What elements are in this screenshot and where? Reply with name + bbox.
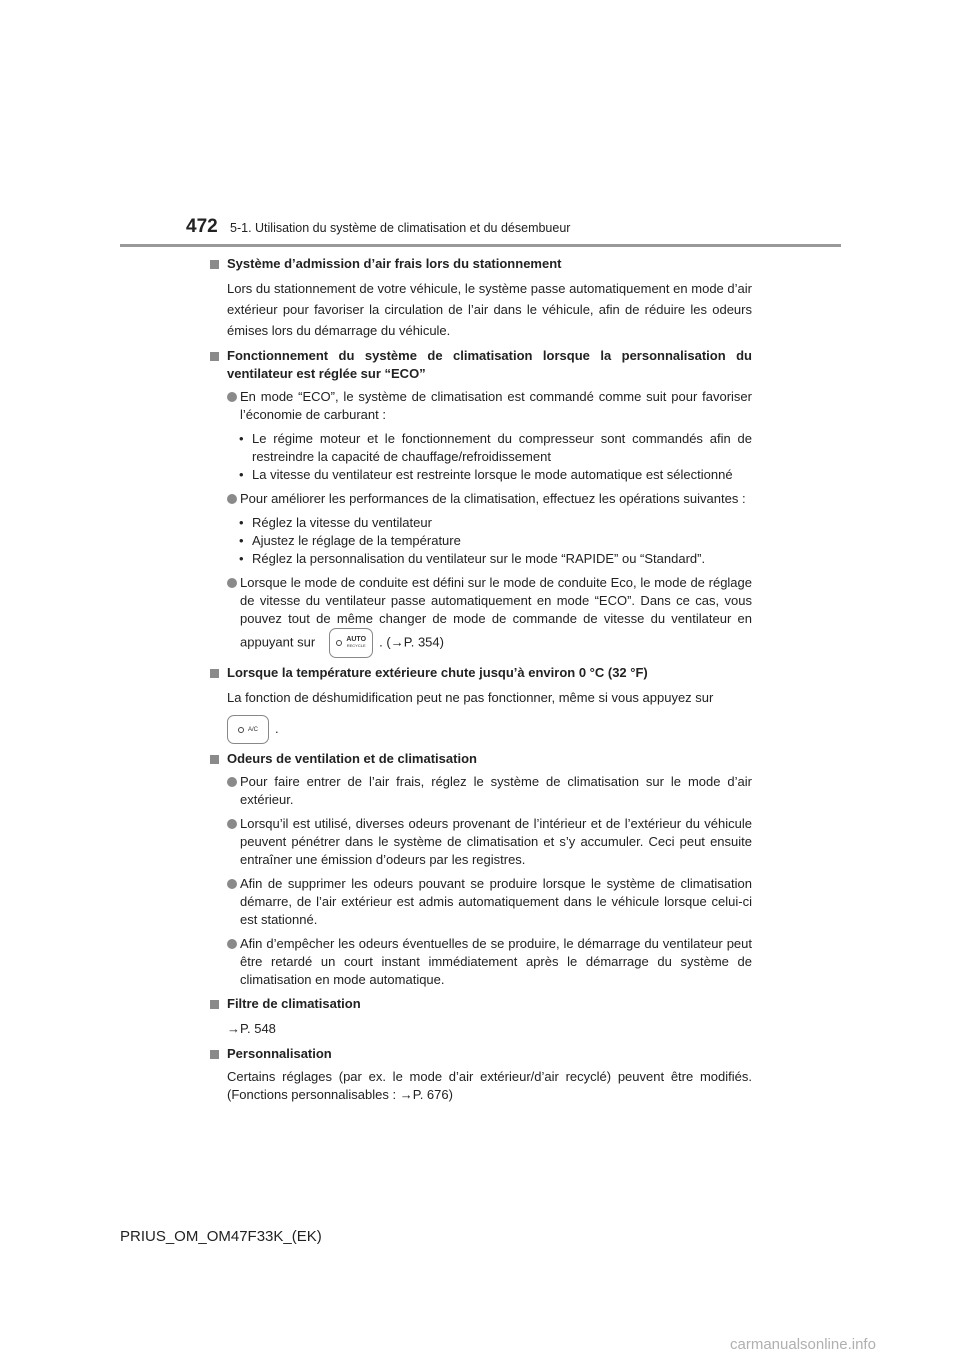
indicator-light-icon <box>336 640 342 646</box>
circle-bullet-icon <box>227 777 237 787</box>
header-rule <box>120 244 841 247</box>
auto-button-label: AUTO <box>346 636 367 643</box>
list-item <box>227 574 752 658</box>
section-title: 5-1. Utilisation du système de climatisation et du désembueur <box>230 221 571 235</box>
ac-button-icon <box>227 715 269 744</box>
section-heading: Filtre de climatisation <box>227 996 361 1012</box>
sub-list <box>227 430 752 484</box>
watermark: carmanualsonline.info <box>730 1336 876 1353</box>
list-item-text: En mode “ECO”, le système de climatisation est commandé comme suit pour favoriser l’économie de carburant : <box>240 389 752 422</box>
circle-bullet-icon <box>227 939 237 949</box>
sub-list-item: • Ajustez le réglage de la température <box>239 533 461 548</box>
sub-list-item-text: Ajustez le réglage de la température <box>252 533 461 548</box>
section-personalization <box>210 1045 752 1104</box>
list-item <box>227 773 752 809</box>
section-eco-fan <box>210 347 752 658</box>
section-low-temperature <box>210 664 752 744</box>
list-item <box>227 490 752 508</box>
circle-bullet-icon <box>227 879 237 889</box>
sub-list-item: • La vitesse du ventilateur est restreinte lorsque le mode automatique est sélectionné <box>239 467 733 482</box>
square-bullet-icon <box>210 352 219 361</box>
section-paragraph: Lors du stationnement de votre véhicule, le système passe automatiquement en mode d’air extérieur pour favoriser la circulation de l’air dans le véhicule, afin de réduire les odeurs émises lors du démarrage du véhicule. <box>227 281 752 338</box>
section-heading: Personnalisation <box>227 1046 332 1062</box>
square-bullet-icon <box>210 755 219 764</box>
circle-bullet-icon <box>227 578 237 588</box>
section-heading: Lorsque la température extérieure chute jusqu’à environ 0 °C (32 °F) <box>227 665 648 680</box>
circle-bullet-icon <box>227 494 237 504</box>
main-content <box>210 255 752 1110</box>
auto-button-icon <box>329 628 373 658</box>
sub-list-item-text: Réglez la personnalisation du ventilateur sur le mode “RAPIDE” ou “Standard”. <box>252 551 706 566</box>
sub-list-item: • Réglez la personnalisation du ventilateur sur le mode “RAPIDE” ou “Standard”. <box>239 551 706 566</box>
page-reference: . (→P. 354) <box>379 634 444 650</box>
page-number: 472 <box>186 216 218 237</box>
list-item-text <box>240 574 752 658</box>
sub-list-item-text: La vitesse du ventilateur est restreinte lorsque le mode automatique est sélectionné <box>252 467 733 482</box>
section-filter <box>210 995 752 1039</box>
list-item <box>227 935 752 989</box>
square-bullet-icon <box>210 1000 219 1009</box>
list-item-text-before-button: Lorsque le mode de conduite est défini sur le mode de conduite Eco, le mode de réglage de vitesse du ventilateur passe automatiquement en mode “ECO”. Dans ce cas, vous pouvez tout de même changer de mode de commande de vitesse du ventilateur en appuyant sur <box>240 575 752 650</box>
section-heading: Fonctionnement du système de climatisation lorsque la personnalisation du ventilateur est réglée sur “ECO” <box>227 348 752 381</box>
section-heading: Odeurs de ventilation et de climatisation <box>227 751 477 767</box>
list-item-text: Lorsqu’il est utilisé, diverses odeurs provenant de l’intérieur et de l’extérieur du véhicule peuvent pénétrer dans le système de climatisation et s’y accumuler. Ceci peut ensuite entraîner une émission d’odeurs par les registres. <box>240 816 752 868</box>
list-item <box>227 815 752 869</box>
auto-button-sublabel: RECYCLE <box>346 643 366 648</box>
list-item-text: Afin de supprimer les odeurs pouvant se produire lorsque le système de climatisation démarre, de l’air extérieur est admis automatiquement dans le véhicule lorsque celui-ci est stationné. <box>240 876 752 928</box>
ac-button-label: A/C <box>247 726 258 733</box>
sub-list-item-text: Réglez la vitesse du ventilateur <box>252 515 432 530</box>
section-fresh-air-parking <box>210 255 752 341</box>
sub-list-item-text: Le régime moteur et le fonctionnement du compresseur sont commandés afin de restreindre la capacité de chauffage/refroidissement <box>252 431 752 464</box>
list-item-text: Afin d’empêcher les odeurs éventuelles de se produire, le démarrage du ventilateur peut être retardé un court instant immédiatement après le démarrage du système de climatisation en mode automatique. <box>240 936 752 988</box>
list-item-text: Pour faire entrer de l’air frais, réglez le système de climatisation sur le mode d’air extérieur. <box>240 774 752 808</box>
list-item-text: Pour améliorer les performances de la climatisation, effectuez les opérations suivantes : <box>240 491 746 506</box>
section-odors <box>210 750 752 989</box>
sentence-end: . <box>275 721 279 736</box>
document-id: PRIUS_OM_OM47F33K_(EK) <box>120 1228 322 1245</box>
indicator-light-icon <box>238 727 244 733</box>
section-paragraph: La fonction de déshumidification peut ne pas fonctionner, même si vous appuyez sur <box>227 690 714 705</box>
square-bullet-icon <box>210 260 219 269</box>
circle-bullet-icon <box>227 392 237 402</box>
square-bullet-icon <box>210 1050 219 1059</box>
square-bullet-icon <box>210 669 219 678</box>
list-item <box>227 875 752 929</box>
sub-list-item: • Le régime moteur et le fonctionnement du compresseur sont commandés afin de restreindre la capacité de chauffage/refroidissement <box>239 431 752 464</box>
section-heading: Système d’admission d’air frais lors du stationnement <box>227 256 562 271</box>
page-reference: →P. 548 <box>227 1021 276 1037</box>
section-paragraph: Certains réglages (par ex. le mode d’air extérieur/d’air recyclé) peuvent être modifiés. (Fonctions personnalisables : →P. 676) <box>227 1069 752 1103</box>
circle-bullet-icon <box>227 819 237 829</box>
ac-button-row <box>227 714 752 744</box>
list-item <box>227 388 752 424</box>
sub-list-item: • Réglez la vitesse du ventilateur <box>239 515 432 530</box>
sub-list <box>227 514 752 568</box>
